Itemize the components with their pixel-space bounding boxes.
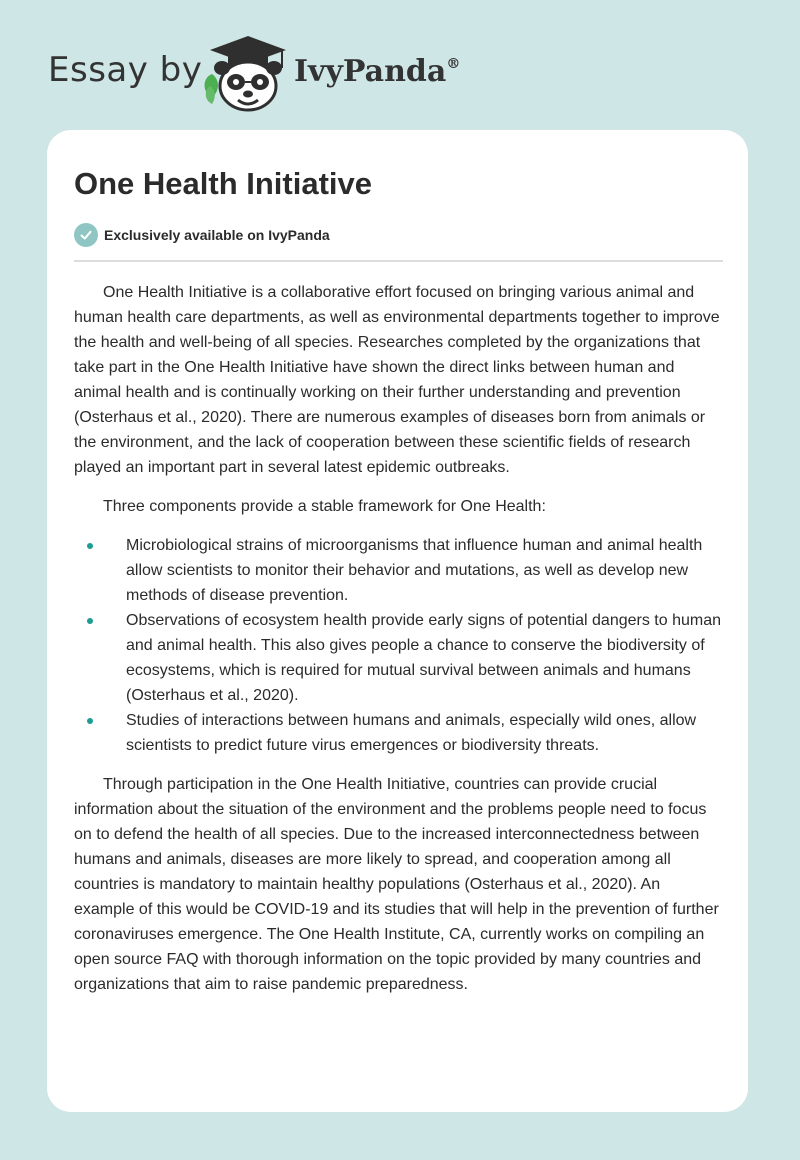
essay-by-label: Essay by [48, 50, 203, 90]
paragraph: Through participation in the One Health Initiative, countries can provide crucial information about the situation of the environment and the problems people need to focus on to defend the health of all species. Due to the increased interconnectedness between humans and animals, diseases are more likely to spread, and cooperation among all countries is mandatory to maintain healthy populations (Osterhaus et al., 2020). An example of this would be COVID-19 and its studies that will help in the prevention of further coronaviruses emergence. The One Health Institute, CA, currently works on compiling an open source FAQ with thorough information on the topic provided by many countries and organizations that aim to raise pandemic preparedness. [74, 776, 719, 993]
exclusive-badge [74, 222, 330, 248]
components-list [74, 533, 724, 758]
essay-card [47, 130, 748, 1112]
divider [74, 260, 723, 262]
bullet-icon [87, 618, 93, 624]
badge-label: Exclusively available on IvyPanda [104, 227, 330, 243]
site-header [48, 34, 548, 114]
list-item: Studies of interactions between humans and animals, especially wild ones, allow scientists to predict future virus emergences or biodiversity threats. [74, 708, 724, 758]
list-item: Microbiological strains of microorganisms that influence human and animal health allow scientists to monitor their behavior and mutations, as well as develop new methods of disease prevention. [74, 533, 724, 608]
essay-body [74, 280, 724, 1011]
registered-mark: ® [446, 56, 461, 72]
paragraph: One Health Initiative is a collaborative effort focused on bringing various animal and human health care departments, as well as environmental departments together to improve the health and well-being of all species. Researches completed by the organizations that take part in the One Health Initiative have shown the direct links between human and animal health and is continually working on their further understanding and prevention (Osterhaus et al., 2020). There are numerous examples of diseases born from animals or the environment, and the lack of cooperation between these scientific fields of research played an important part in several latest epidemic outbreaks. [74, 284, 720, 476]
list-item: Observations of ecosystem health provide early signs of potential dangers to human and animal health. This also gives people a chance to conserve the biodiversity of ecosystems, which is required for mutual survival between animals and humans (Osterhaus et al., 2020). [74, 608, 724, 708]
panda-graduate-icon [198, 34, 290, 114]
page-title: One Health Initiative [74, 166, 373, 201]
check-circle-icon [74, 223, 98, 247]
bullet-icon [87, 718, 93, 724]
paragraph: Three components provide a stable framework for One Health: [103, 498, 546, 515]
bullet-icon [87, 543, 93, 549]
brand-name: IvyPanda® [294, 54, 461, 89]
